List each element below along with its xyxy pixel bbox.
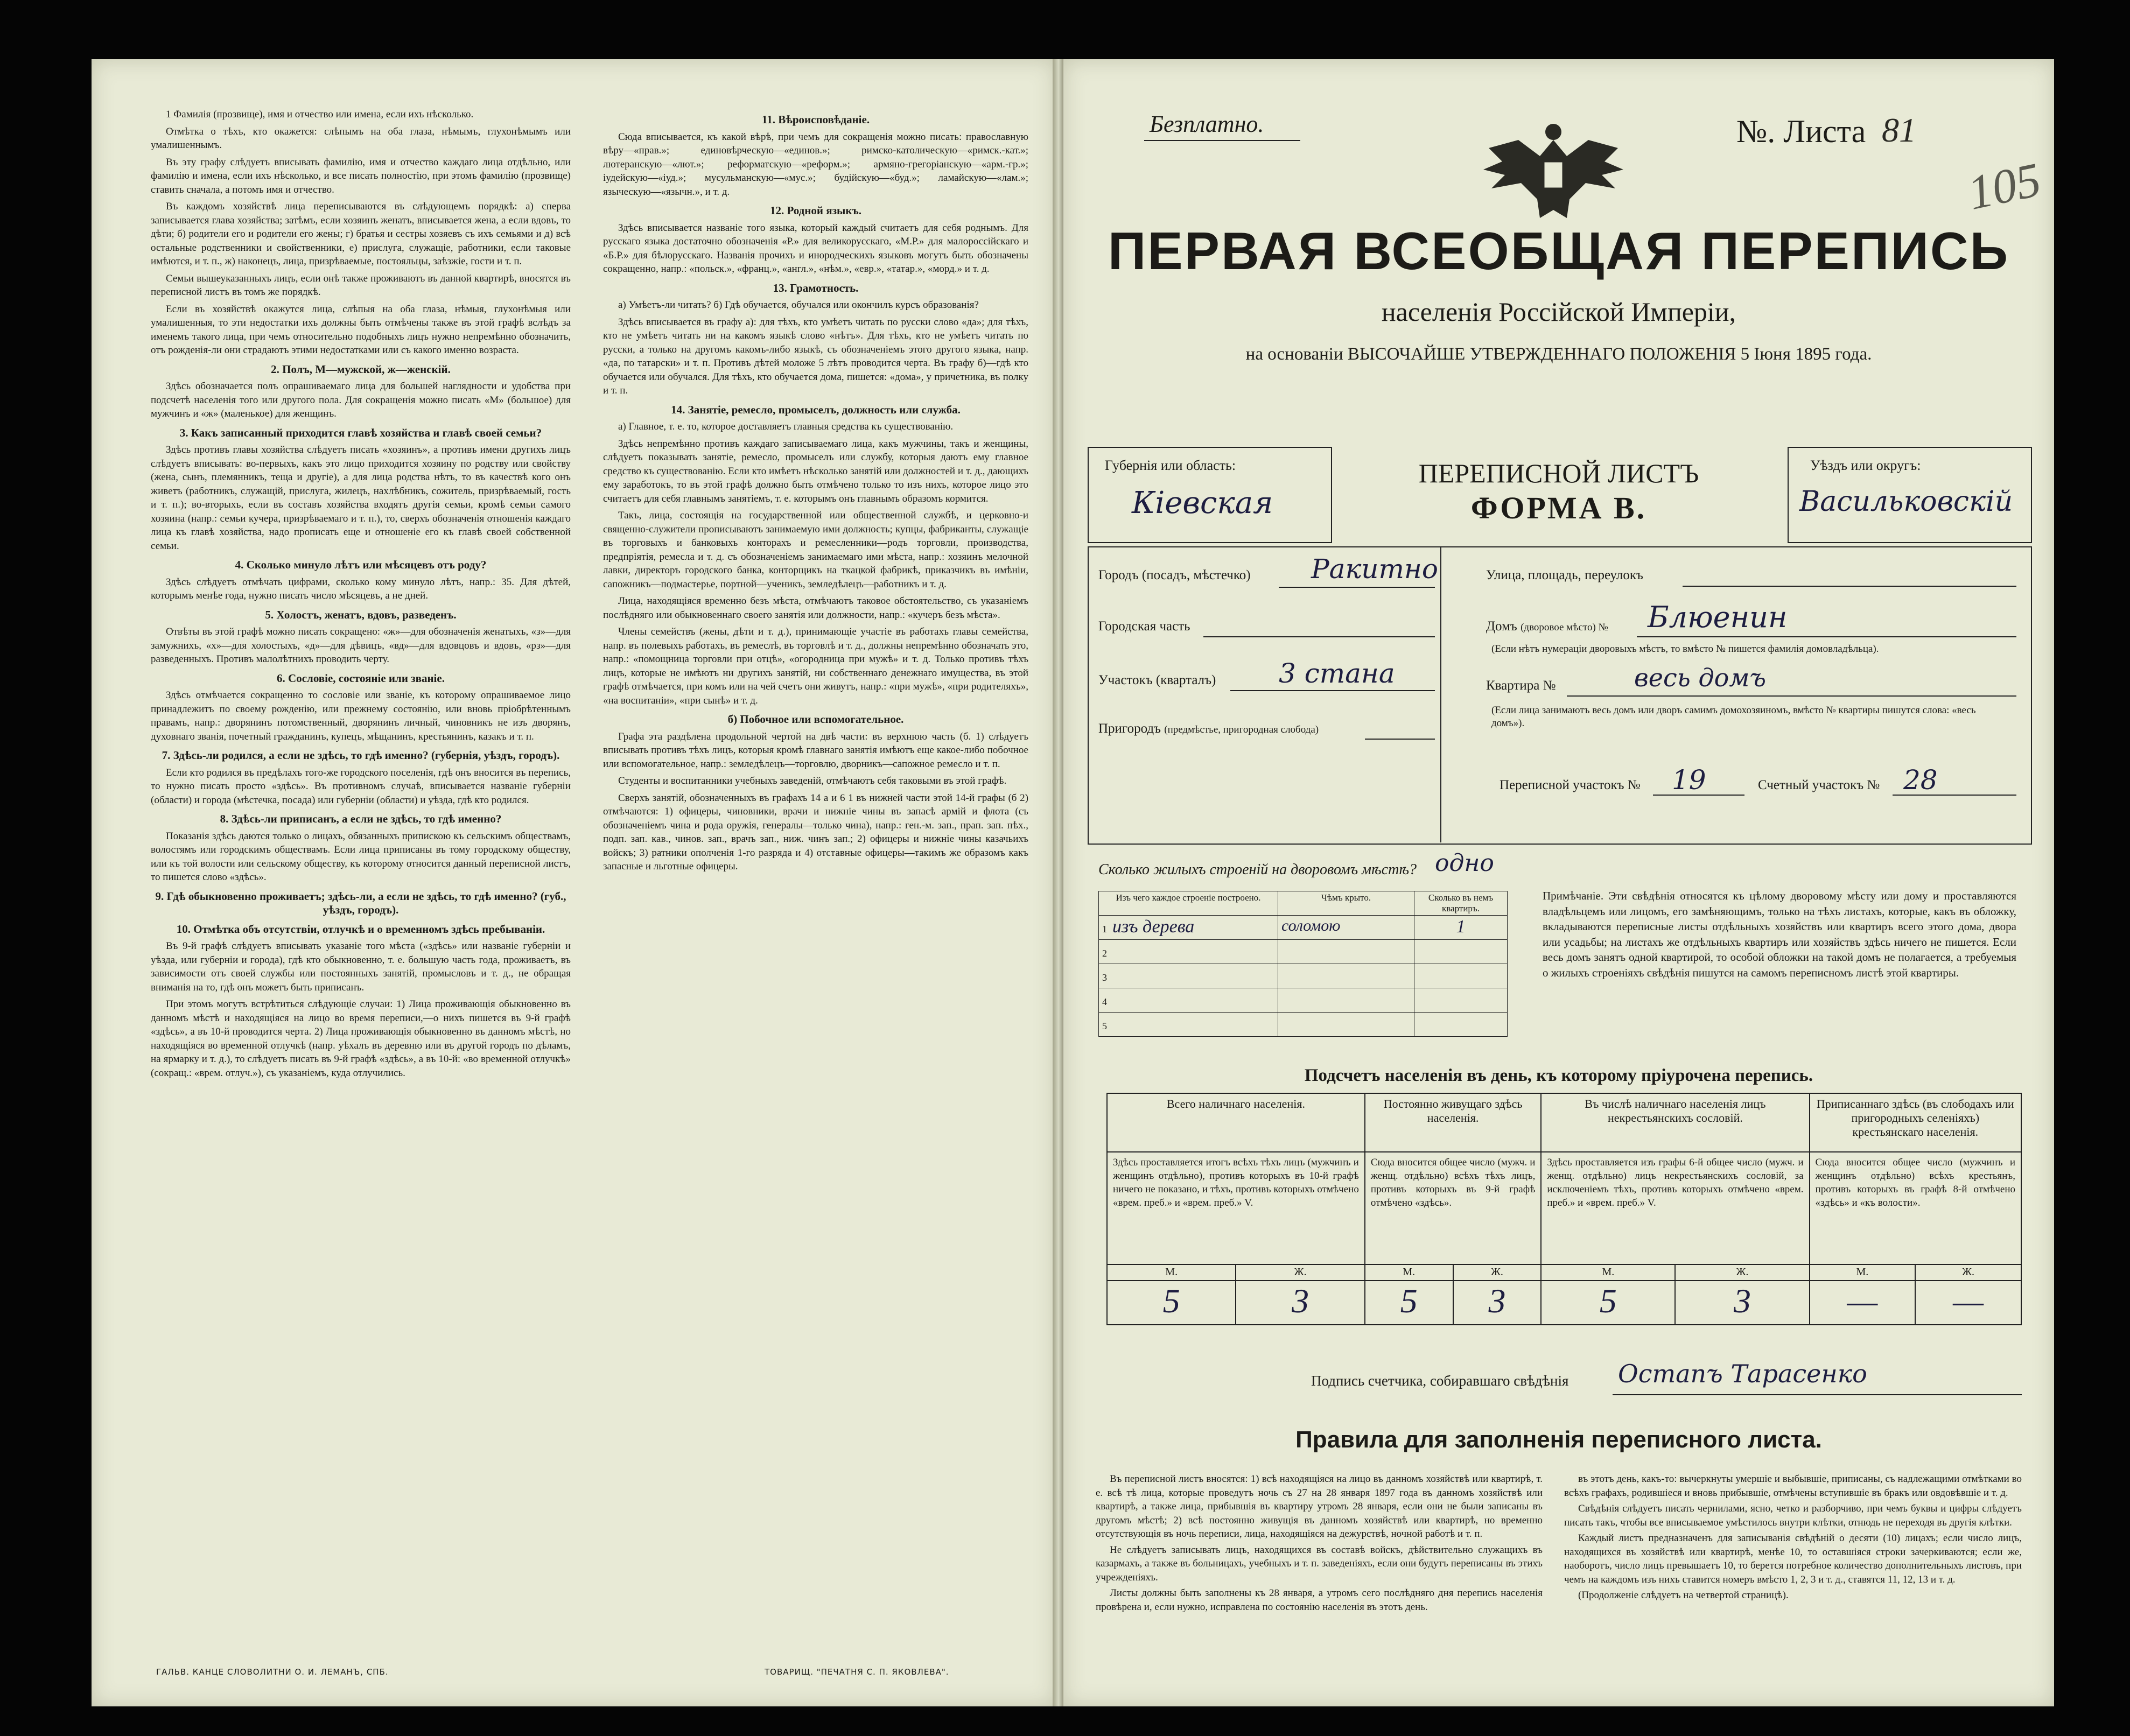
building-apartments-cell[interactable]	[1414, 1013, 1508, 1037]
population-count-table	[1106, 1093, 2022, 1325]
female-column-label: Ж.	[1236, 1264, 1364, 1281]
sheet-number-value: 81	[1882, 111, 1916, 149]
paragraph: Члены семействъ (жены, дѣти и т. д.), принимающіе участіе въ работахъ главы семейства, напр. въ полевыхъ работахъ, въ ремеслѣ, въ торговлѣ и т. д., должны непремѣнно обозначать это, напр.: «помощница торговли при отцѣ», «огородница при мужѣ» и т. д. Только противъ тѣхъ лицъ, которые не имѣютъ ни другихъ занятій, ни собственнаго денежнаго имущества, въ этой графѣ отмѣчается, при комъ или на чей счетъ они живутъ, напр.: «при мужѣ», «при родителяхъ», «на воспитаніи», «при сынѣ» и т. д.	[603, 626, 1028, 706]
female-column-label: Ж.	[1915, 1264, 2021, 1281]
male-column-label: М.	[1810, 1264, 1916, 1281]
female-column-label: Ж.	[1453, 1264, 1542, 1281]
pop-header-total: Всего наличнаго населенія.	[1107, 1093, 1365, 1152]
rules-paragraph: Не слѣдуетъ записывать лицъ, находящихся въ составѣ войскъ, дѣйствительно служащихъ въ казармахъ, а также въ больницахъ, учебныхъ и т. п. заведеніяхъ, если они будутъ переписаны въ этихъ учрежденіяхъ.	[1096, 1544, 1543, 1583]
dom-label	[1486, 619, 1608, 634]
male-column-label: М.	[1107, 1264, 1236, 1281]
paragraph: При этомъ могутъ встрѣтиться слѣдующіе случаи: 1) Лица проживающія обыкновенно въ данномъ мѣстѣ и находящіяся на лицо во время переписи,—о нихъ пишется въ 9-й графѣ «здѣсь», а въ 10-й проводится черта. 2) Лица проживающія обыкновенно въ данномъ мѣстѣ, но находящіяся во временной отлучкѣ (напр. уѣхалъ въ деревню или въ другой городъ по дѣламъ, на ярмарку и т. д.), то слѣдуетъ писать въ 9-й графѣ «здѣсь», а въ 10-й: «во временной отлучкѣ» (сокращ.: «врем. отлуч.»), съ указаніемъ, куда отлучились.	[151, 999, 571, 1079]
paragraph: Отвѣты въ этой графѣ можно писать сокращено: «ж»—для обозначенія женатыхъ, «з»—для замужнихъ, «х»—для холостыхъ, «д»—для дѣвицъ, «вд»—для вдовцовъ и вдовъ, «рз»—для разведенныхъ. Противъ малолѣтнихъ проводить черту.	[151, 626, 571, 665]
paragraph: Здѣсь противъ главы хозяйства слѣдуетъ писать «хозяинъ», а противъ имени другихъ лицъ слѣдуетъ вписывать: во-первыхъ, какъ это лицо приходится хозяину по родству или свойству (жена, сынъ, племянникъ, теща и другіе), а для лица родства нѣтъ, то въ качествѣ кого онъ живетъ (работникъ, служащій, прислуга, жилецъ, нахлѣбникъ, сожитель, призрѣваемый, гость и т. п.); во-вторыхъ, если въ составъ хозяйства входятъ другія семьи, кромѣ семьи самого хозяина (напр.: семьи кучера, призрѣваемаго и т. п.), то, сверхъ обозначенія отношенія каждаго лица къ главѣ хозяйства, надо прописать еще и отношеніе его къ главѣ своей собственной семьи.	[151, 444, 571, 552]
perepis-uchastok-value[interactable]: 19	[1672, 764, 1706, 796]
buildings-answer[interactable]: одно	[1435, 849, 1494, 877]
paragraph: а) Главное, т. е. то, которое доставляетъ главныя средства къ существованію.	[618, 421, 954, 432]
city-part-line	[1203, 636, 1435, 637]
paragraph: Въ эту графу слѣдуетъ вписывать фамилію, имя и отчество каждаго лица отдѣльно, или фамилію и имена, если ихъ нѣсколько, и все писать полностію, при этомъ фамилію (прозвище) ставить сначала, а потомъ имя и отчество.	[151, 156, 571, 195]
section-heading: 6. Сословіе, состояніе или званіе.	[277, 671, 445, 685]
rules-paragraph: Каждый листъ предназначенъ для записыванія свѣдѣній о десяти (10) лицахъ; если число лицъ, находящихся въ хозяйствѣ или квартирѣ, менѣе 10, то оставшіяся строки зачеркиваются; если же, наоборотъ, число лицъ превышаетъ 10, то берется потребное количество дополнительныхъ листовъ, при чемъ на каждомъ изъ нихъ ставится номеръ вмѣсто 1, 2, 3 и т. д., ставятся 11, 12, 13 и т. д.	[1564, 1533, 2022, 1585]
population-count-value[interactable]: 3	[1675, 1281, 1809, 1325]
building-number: 1	[1102, 924, 1107, 934]
female-column-label: Ж.	[1675, 1264, 1809, 1281]
paragraph: Если кто родился въ предѣлахъ того-же городского поселенія, гдѣ онъ вносится въ перепись, то нужно писать просто «здѣсь». Въ противномъ случаѣ, вписывается названіе губерніи (области) и города (мѣстечка, посада) или губерніи (области) и уѣзда, гдѣ кто родился.	[151, 767, 571, 806]
section-heading: 8. Здѣсь-ли приписанъ, а если не здѣсь, то гдѣ именно?	[220, 812, 502, 825]
address-divider	[1440, 546, 1441, 842]
uchastok-line	[1230, 690, 1435, 691]
paragraph: Лица, находящіяся временно безъ мѣста, отмѣчаютъ таковое обстоятельство, съ указаніемъ послѣдняго или обыкновеннаго своего занятія или должности, напр.: «кучеръ безъ мѣста».	[603, 595, 1028, 621]
form-title: ПЕРЕПИСНОЙ ЛИСТЪ	[1418, 458, 1699, 488]
gubernia-label: Губернія или область:	[1105, 458, 1236, 473]
building-roof-cell[interactable]: соломою	[1278, 916, 1414, 940]
buildings-note: Примѣчаніе. Эти свѣдѣнія относятся къ цѣлому дворовому мѣсту или дому и проставляются владѣльцемъ или лицомъ, его замѣняющимъ, только на тѣхъ листахъ, которые, какъ въ обложку, вкладываются переписные листы отдѣльныхъ хозяйствъ или квартиръ всего этого дома, двора или усадьбы; на листахъ же отдѣльныхъ квартиръ или хозяйствъ здѣсь ничего не пишется. Если весь домъ занятъ одной квартирой, то особой обложки на такой домъ не полагается, а требуемыя о жилыхъ строеніяхъ свѣдѣнія пишутся на самомъ переписномъ листѣ этой квартиры.	[1543, 889, 2016, 979]
printer-footer: ГАЛЬВ. КАНЦЕ СЛОВОЛИТНИ О. И. ЛЕМАНЪ, СПБ.	[156, 1667, 389, 1677]
dom-note: (дворовое мѣсто) №	[1521, 622, 1608, 633]
section-heading: 2. Полъ, М—мужской, ж—женскій.	[271, 362, 451, 376]
census-basis: на основаніи ВЫСОЧАЙШЕ УТВЕРЖДЕННАГО ПОЛОЖЕНІЯ 5 Іюня 1895 года.	[1245, 345, 1872, 364]
uezd-label: Уѣздъ или округъ:	[1810, 458, 1921, 473]
paragraph: Студенты и воспитанники учебныхъ заведеній, отмѣчаютъ себя таковыми въ этой графѣ.	[618, 775, 1007, 786]
section-heading: 9. Гдѣ обыкновенно проживаетъ; здѣсь-ли, а если не здѣсь, то гдѣ именно? (губ., уѣздъ, городъ).	[155, 889, 566, 916]
paragraph: 1 Фамилія (прозвище), имя и отчество или имена, если ихъ нѣсколько.	[166, 109, 474, 120]
building-apartments-cell[interactable]	[1414, 988, 1508, 1013]
free-underline	[1144, 140, 1300, 141]
rules-paragraph: Въ переписной листъ вносятся: 1) всѣ находящіяся на лицо въ данномъ хозяйствѣ или квартирѣ, т. е. всѣ тѣ лица, которые проведутъ ночь съ 27 на 28 января 1897 года въ данномъ хозяйствѣ или квартирѣ, а также лица, прибывшія въ квартиру утромъ 28 января, если они не были записаны въ другомъ мѣстѣ; 2) всѣ постоянно живущія въ данномъ хозяйствѣ или квартирѣ, но временно отсутствующія въ ночь переписи, лица, находящіяся на дежурствѣ, ночной работѣ и т. п.	[1096, 1473, 1543, 1540]
building-row	[1099, 988, 1508, 1013]
building-row	[1099, 1013, 1508, 1037]
kvartira-label: Квартира №	[1486, 678, 1556, 693]
building-roof-cell[interactable]	[1278, 988, 1414, 1013]
population-count-value[interactable]: 5	[1365, 1281, 1453, 1325]
perepis-uchastok-label: Переписной участокъ №	[1500, 778, 1641, 792]
sheet-number-label: №. Листа	[1736, 114, 1866, 149]
pop-header-non-peasant: Въ числѣ наличнаго населенія лицъ некрестьянскихъ сословій.	[1541, 1093, 1809, 1152]
paragraph: Графа эта раздѣлена продольной чертой на двѣ части: въ верхнюю часть (б. 1) слѣдуетъ вписывать противъ тѣхъ лицъ, которыя кромѣ главнаго занятія имѣютъ еще какое-либо побочное или вспомогательное, напр.: земледѣлецъ—торговлю, дворникъ—сапожное ремесло и т. п.	[603, 730, 1028, 770]
paragraph: Отмѣтка о тѣхъ, кто окажется: слѣпымъ на оба глаза, нѣмымъ, глухонѣмымъ или умалишеннымъ.	[151, 125, 571, 151]
section-heading: 5. Холостъ, женатъ, вдовъ, разведенъ.	[265, 608, 457, 621]
kvartira-value[interactable]: весь домъ	[1634, 663, 1767, 692]
population-count-value[interactable]: —	[1810, 1281, 1916, 1325]
schet-uchastok-value[interactable]: 28	[1903, 764, 1938, 796]
rules-column-1	[1096, 1472, 1543, 1616]
city-part-label: Городская часть	[1098, 619, 1190, 634]
population-count-value[interactable]: 5	[1541, 1281, 1675, 1325]
pop-desc-non-peasant: Здѣсь проставляется изъ графы 6-й общее число (мужч. и женщ. отдѣльно) лицъ некрестьянскихъ сословій, за исключеніемъ тѣхъ, противъ которыхъ отмѣчено «врем. преб.» и «врем. преб.» V.	[1541, 1152, 1809, 1264]
gubernia-value[interactable]: Кіевская	[1132, 486, 1273, 521]
building-material-value: изъ дерева	[1112, 917, 1195, 937]
rules-title: Правила для заполненія переписного листа.	[1295, 1426, 1822, 1453]
section-heading: 10. Отмѣтка объ отсутствіи, отлучкѣ и о временномъ здѣсь пребываніи.	[176, 922, 545, 936]
building-material-cell[interactable]	[1099, 964, 1278, 988]
building-number: 5	[1102, 1021, 1107, 1031]
paragraph: Здѣсь вписывается названіе того языка, который каждый считаетъ для себя роднымъ. Для русскаго языка достаточно обозначенія «Р.» для великорусскаго, «М.Р.» для малороссійскаго и «Б.Р.» для бѣлорусскаго. Названія прочихъ и инородческихъ языковъ могутъ быть обозначены сокращенно, напр.: «польск.», «франц.», «англ.», «нѣм.», «евр.», «татар.», «морд.» и т. д.	[603, 222, 1028, 275]
section-heading: 4. Сколько минуло лѣтъ или мѣсяцевъ отъ роду?	[235, 558, 487, 571]
pop-header-peasant: Приписаннаго здѣсь (въ слободахъ или пригородныхъ селеніяхъ) крестьянскаго населенія.	[1810, 1093, 2021, 1152]
gorod-line	[1279, 587, 1435, 588]
census-subtitle: населенія Россійской Имперіи,	[1381, 297, 1736, 327]
population-count-value[interactable]: 3	[1453, 1281, 1542, 1325]
street-label: Улица, площадь, переулокъ	[1486, 568, 1643, 582]
paragraph: Въ каждомъ хозяйствѣ лица переписываются въ слѣдующемъ порядкѣ: а) сперва записывается глава хозяйства; затѣмъ, если хозяинъ женатъ, вписывается жена, а если вдовъ, то дѣти; б) родители его и родители его жены; г) братья и сестры хозяевъ съ ихъ семьями и д) всѣ остальные родственники и свойственники, е) прислуга, служащіе, работники, если таковые имѣются, и т. п., ж) наконецъ, лица, призрѣваемые, постояльцы, заѣзжіе, гости и т. п.	[151, 201, 571, 267]
dom-footnote: (Если нѣтъ нумераціи дворовыхъ мѣстъ, то вмѣсто № пишется фамилія домовладѣльца).	[1491, 643, 1879, 655]
male-column-label: М.	[1541, 1264, 1675, 1281]
rules-paragraph: Листы должны быть заполнены къ 28 января, а утромъ сего послѣдняго дня перепись населенія провѣрена и, если нужно, исправлена по состоянію населенія въ этотъ день.	[1096, 1587, 1543, 1613]
building-material-cell[interactable]	[1099, 916, 1278, 940]
pop-desc-permanent: Сюда вносится общее число (мужч. и женщ. отдѣльно) всѣхъ тѣхъ лицъ, противъ которыхъ въ 9-й графѣ отмѣчено «здѣсь».	[1365, 1152, 1542, 1264]
gubernia-box	[1088, 447, 1332, 543]
paragraph: Если въ хозяйствѣ окажутся лица, слѣпыя на оба глаза, нѣмыя, глухонѣмыя или умалишенныя, то эти недостатки ихъ должны быть отмѣчены также въ этой графѣ вслѣдъ за именемъ такого лица, при чемъ относительно подобныхъ лицъ нужно непремѣнно обозначить, отъ рожденія-ли они страдаютъ этими недостатками или съ какого именно возраста.	[151, 303, 571, 356]
building-roof-cell[interactable]	[1278, 964, 1414, 988]
building-apartments-cell[interactable]	[1414, 964, 1508, 988]
kvartira-footnote: (Если лица занимаютъ весь домъ или дворъ самимъ домохозяиномъ, вмѣсто № квартиры пишутся слова: «весь домъ»).	[1491, 705, 1976, 729]
dom-line	[1637, 636, 2016, 637]
dom-text: Домъ	[1486, 619, 1517, 634]
prigorod-text: Пригородъ	[1098, 721, 1161, 736]
pop-desc-total: Здѣсь проставляется итогъ всѣхъ тѣхъ лицъ (мужчинъ и женщинъ отдѣльно), противъ которыхъ въ 10-й графѣ ничего не показано, и тѣхъ, противъ которыхъ отмѣчено «врем. преб.» и «врем. преб.» V.	[1107, 1152, 1365, 1264]
signature-line	[1613, 1394, 2022, 1395]
paragraph: Здѣсь обозначается полъ опрашиваемаго лица для большей наглядности и удобства при подсчетѣ населенія того или другого пола. Для сокращенія можно писать «М» (большое) для мужчинъ и «ж» (маленькое) для женщинъ.	[151, 381, 571, 419]
kvartira-line	[1567, 695, 2016, 697]
building-row	[1099, 964, 1508, 988]
paragraph: Здѣсь непремѣнно противъ каждаго записываемаго лица, какъ мужчины, такъ и женщины, слѣдуетъ показывать занятіе, ремесло, промыселъ или службу, которыя даютъ ему главное средство къ существованію. Если кто имѣетъ нѣсколько занятій или должностей и т. д., дающихъ ему заработокъ, то въ этой графѣ должно быть отмѣчено только то изъ нихъ, которое лицо это считаетъ для себя главнымъ занятіемъ, т. е. которымъ онъ главнымъ образомъ кормится.	[603, 438, 1028, 504]
gorod-label: Городъ (посадъ, мѣстечко)	[1098, 568, 1251, 582]
paragraph: Здѣсь вписывается въ графу а): для тѣхъ, кто умѣетъ читать по русски слово «да»; для тѣхъ, кто не умѣетъ читать ни на какомъ языкѣ слово «нѣтъ». Для тѣхъ, кто не умѣетъ читать по русски, а только на другомъ какомъ-либо языкѣ, съ обозначеніемъ этого другого языка, напр. «да, по татарски» и т. п. Противъ дѣтей моложе 5 лѣтъ проводится черта. Въ графу б)—гдѣ кто обучается или обучался. Для тѣхъ, кто обучается дома, пишется: «дома», у причетника, въ полку и т. п.	[603, 316, 1028, 396]
buildings-question: Сколько жилыхъ строеній на дворовомъ мѣстѣ?	[1098, 861, 1417, 878]
building-material-cell[interactable]	[1099, 988, 1278, 1013]
building-number: 2	[1102, 948, 1107, 959]
uchastok-label: Участокъ (кварталъ)	[1098, 673, 1216, 687]
dom-value[interactable]: Блюенин	[1648, 600, 1788, 634]
building-number: 4	[1102, 996, 1107, 1007]
prigorod-note: (предмѣстье, пригородная слобода)	[1164, 724, 1319, 735]
pencil-annotation: 105	[1963, 153, 2045, 220]
section-heading: 12. Родной языкъ.	[769, 204, 862, 217]
schet-uchastok-label: Счетный участокъ №	[1758, 778, 1880, 792]
building-material-cell[interactable]	[1099, 1013, 1278, 1037]
section-heading: 13. Грамотность.	[773, 281, 859, 294]
building-roof-cell[interactable]	[1278, 940, 1414, 964]
uchastok-value[interactable]: 3 стана	[1279, 658, 1395, 689]
building-number: 3	[1102, 972, 1107, 983]
build-header-roof: Чѣмъ крыто.	[1278, 891, 1414, 916]
paragraph: Въ 9-й графѣ слѣдуетъ вписывать указаніе того мѣста («здѣсь» или названіе губерніи и уѣзда, или губерніи и города), гдѣ кто обыкновенно, т. е. большую часть года, проживаетъ, въ зависимости отъ своей службы или постоянныхъ занятій, промысловъ и т. д., не обращая вниманія на то, гдѣ онъ можетъ быть приписанъ.	[151, 940, 571, 993]
population-count-title: Подсчетъ населенія въ день, къ которому пріурочена перепись.	[1304, 1066, 1813, 1085]
printer-footer-2: ТОВАРИЩ. "ПЕЧАТНЯ С. П. ЯКОВЛЕВА".	[765, 1667, 949, 1677]
paragraph: Здѣсь отмѣчается сокращенно то сословіе или званіе, къ которому опрашиваемое лицо принадлежитъ по своему рожденію, или прежнему состоянію, или вновь пріобрѣтеннымъ правамъ, напр.: дворянинъ потомственный, дворянинъ личный, чиновникъ не изъ дворянъ, духовнаго званія, почетный гражданинъ, купецъ, мѣщанинъ, крестьянинъ, казакъ и т. п.	[151, 690, 571, 742]
paragraph: Такъ, лица, состоящія на государственной или общественной службѣ, и церковно-и священно-служители прописываютъ занимаемую ими должность; купцы, фабриканты, служащіе въ торговыхъ и банковыхъ конторахъ и ремесленники—родъ торговли, производства, предпріятія, ремесла и т. д. съ обозначеніемъ занимаемаго ими мѣста, напр.: хозяинъ мелочной лавки, директоръ городского банка, конторщикъ на ткацкой фабрикѣ, приказчикъ въ имѣніи, сапожникъ—подмастерье, портной—ученикъ, земледѣлецъ—работникъ и т. д.	[603, 510, 1028, 590]
section-heading: 11. Вѣроисповѣданіе.	[761, 113, 870, 126]
buildings-table	[1098, 891, 1508, 1037]
rules-paragraph: Свѣдѣнія слѣдуетъ писать чернилами, ясно, четко и разборчиво, при чемъ буквы и цифры слѣдуетъ писать такъ, чтобы все вписываемое умѣстилось внутри клѣтки, отнюдь не переходя въ другія клѣтки.	[1564, 1503, 2022, 1528]
build-header-apartments: Сколько въ немъ квартиръ.	[1414, 891, 1508, 916]
section-heading: 14. Занятіе, ремесло, промыселъ, должность или служба.	[671, 403, 961, 416]
form-subtitle: ФОРМА В.	[1470, 490, 1647, 525]
signature-value[interactable]: Остапъ Тарасенко	[1618, 1359, 1867, 1388]
street-line	[1683, 586, 2016, 587]
pop-desc-peasant: Сюда вносится общее число (мужчинъ и женщинъ отдѣльно) всѣхъ крестьянъ, противъ которыхъ въ графѣ 8-й отмѣчено «здѣсь» и «къ волости».	[1810, 1152, 2021, 1264]
uezd-value[interactable]: Васильковскій	[1799, 486, 2013, 518]
building-apartments-cell[interactable]: 1	[1414, 916, 1508, 940]
paragraph: а) Умѣетъ-ли читать? б) Гдѣ обучается, обучался или окончилъ курсъ образованія?	[618, 299, 979, 311]
building-roof-cell[interactable]	[1278, 1013, 1414, 1037]
book-spine	[1053, 59, 1064, 1706]
population-count-value[interactable]: 3	[1236, 1281, 1364, 1325]
census-title: ПЕРВАЯ ВСЕОБЩАЯ ПЕРЕПИСЬ	[1108, 221, 2010, 280]
left-page	[92, 59, 1055, 1706]
free-label: Безплатно.	[1150, 111, 1264, 137]
building-material-cell[interactable]	[1099, 940, 1278, 964]
uezd-box	[1788, 447, 2032, 543]
rules-paragraph: въ этотъ день, какъ-то: вычеркнуты умершіе и выбывшіе, приписаны, съ надлежащими отмѣтками во всѣхъ графахъ, родившіеся и вновь прибывшіе, отмѣчены вступившіе въ бракъ или овдовѣвшіе и т. д.	[1564, 1473, 2022, 1499]
paragraph: Сверхъ занятій, обозначенныхъ въ графахъ 14 а и 6 1 въ нижней части этой 14-й графы (б 2) отмѣчаются: 1) офицеры, чиновники, врачи и нижніе чины въ запасѣ армій и флота (съ обозначеніемъ чина и рода оружія, генералы—только чина), напр.: ген.-м. зап., прап. зап. пѣх., подп. зап. кав., чинов. зап., врачъ зап., ниж. чинъ зап.; 2) офицеры и нижніе чины казачьихъ войскъ; 3) ратники ополченія 1-го разряда и 4) отставные офицеры—такимъ же образомъ какъ запасные и льготные офицеры.	[603, 792, 1028, 872]
section-heading: б) Побочное или вспомогательное.	[727, 713, 904, 726]
left-column-1	[151, 108, 571, 1083]
rules-column-2	[1564, 1472, 2022, 1605]
building-row	[1099, 940, 1508, 964]
paragraph: Сюда вписывается, къ какой вѣрѣ, при чемъ для сокращенія можно писать: православную вѣру—«прав.»; единовѣрческую—«единов.»; римско-католическую—«римск.-кат.»; лютеранскую—«лют.»; реформатскую—«реформ.»; армяно-грегоріанскую—«арм.-гр.»; іудейскую—«іуд.»; мусульманскую—«мус.»; будійскую—«буд.»; ламайскую—«лам.»; языческую—«язычн.», и т. д.	[603, 131, 1028, 198]
gorod-value[interactable]: Ракитно	[1311, 553, 1438, 585]
building-apartments-cell[interactable]	[1414, 940, 1508, 964]
building-row	[1099, 916, 1508, 940]
signature-label: Подпись счетчика, собиравшаго свѣдѣнія	[1311, 1373, 1569, 1389]
paragraph: Семьи вышеуказанныхъ лицъ, если онѣ также проживаютъ въ данной квартирѣ, вносятся въ переписной листъ въ томъ же порядкѣ.	[151, 272, 571, 298]
paragraph: Здѣсь слѣдуетъ отмѣчать цифрами, сколько кому минуло лѣтъ, напр.: 35. Для дѣтей, которымъ менѣе года, нужно писать число мѣсяцевъ, а не дней.	[151, 576, 571, 601]
paragraph: Показанія здѣсь даются только о лицахъ, обязанныхъ припискою къ сельскимъ обществамъ, волостямъ или городскимъ обществамъ. Если лица приписаны въ тому городскому обществу, или къ той волости или сельскому обществу, къ которому относится данный переписной листъ, то пишется слово «здѣсь».	[151, 830, 571, 883]
rules-paragraph: (Продолженіе слѣдуетъ на четвертой страницѣ).	[1578, 1590, 1789, 1601]
left-column-2	[603, 108, 1028, 877]
population-count-value[interactable]: —	[1915, 1281, 2021, 1325]
right-page	[1063, 59, 2054, 1706]
pop-header-permanent: Постоянно живущаго здѣсь населенія.	[1365, 1093, 1542, 1152]
prigorod-line	[1365, 739, 1435, 740]
population-count-value[interactable]: 5	[1107, 1281, 1236, 1325]
section-heading: 7. Здѣсь-ли родился, а если не здѣсь, то гдѣ именно? (губернія, уѣздъ, городъ).	[162, 749, 560, 762]
imperial-eagle-emblem	[1473, 118, 1634, 226]
build-header-material: Изъ чего каждое строеніе построено.	[1099, 891, 1278, 916]
section-heading: 3. Какъ записанный приходится главѣ хозяйства и главѣ своей семьи?	[179, 426, 542, 439]
prigorod-label	[1098, 721, 1319, 736]
male-column-label: М.	[1365, 1264, 1453, 1281]
